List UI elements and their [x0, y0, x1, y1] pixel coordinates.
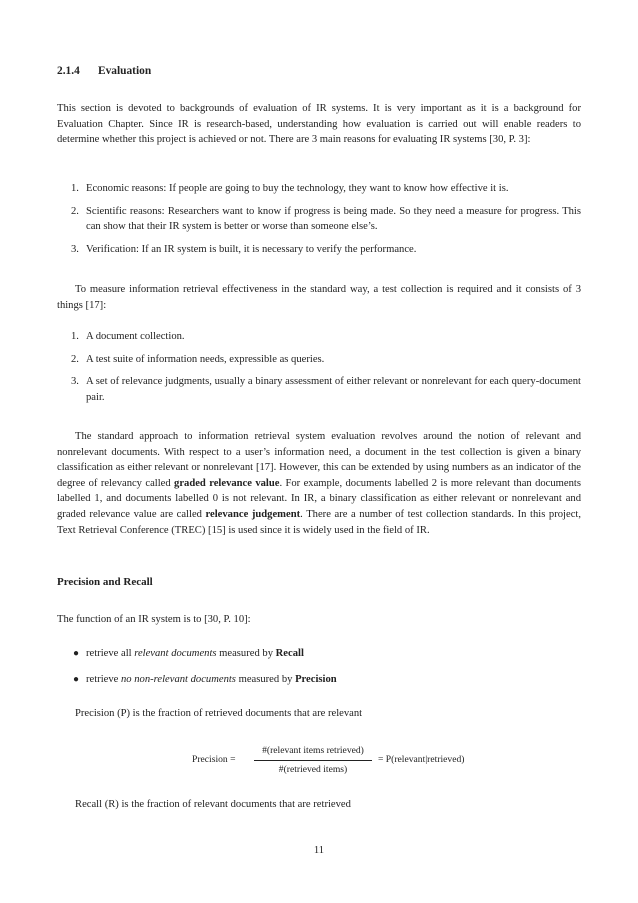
- reasons-list: [57, 181, 581, 264]
- reason-item: 2. Scientific reasons: Researchers want to know if progress is being made. So they need a measure for progress. This can show that their IR system is better or worse than someone else’s.: [71, 205, 581, 233]
- formula-fraction: [254, 743, 372, 777]
- collection-intro-paragraph: To measure information retrieval effectiveness in the standard way, a test collection is required and it consists of 3 things [17]:: [57, 284, 581, 311]
- reason-item: 1. Economic reasons: If people are going to buy the technology, they want to know how effective it is.: [71, 183, 509, 194]
- function-bullets: [57, 646, 581, 697]
- collection-item: 2. A test suite of information needs, expressible as queries.: [71, 353, 325, 365]
- intro-paragraph: This section is devoted to backgrounds of evaluation of IR systems. It is very important as it is a background for Evaluation Chapter. Since IR is research-based, understanding how evaluation is carried out will enable readers to determine whether this project is achieved or not. There are 3 main reasons for evaluating IR systems [30, P. 3]:: [57, 103, 581, 146]
- bullet-icon: ●: [73, 673, 80, 685]
- section-number: 2.1.4: [57, 65, 80, 77]
- collection-item: 1. A document collection.: [71, 331, 185, 342]
- subsection-heading: Precision and Recall: [57, 576, 153, 588]
- precision-formula: [192, 743, 512, 777]
- section-title: Evaluation: [98, 65, 152, 77]
- bullet-icon: ●: [73, 648, 80, 659]
- recall-definition: Recall (R) is the fraction of relevant documents that are retrieved: [75, 799, 351, 810]
- formula-lhs: Precision =: [192, 754, 236, 765]
- page-number: 11: [313, 845, 325, 856]
- graded-relevance-term: graded relevance value: [174, 477, 280, 489]
- precision-definition: Precision (P) is the fraction of retrieved documents that are relevant: [75, 708, 363, 719]
- formula-rhs: = P(relevant|retrieved): [378, 754, 465, 765]
- formula-denominator: #(retrieved items): [278, 763, 348, 775]
- relevance-judgement-term: relevance judgement: [205, 508, 301, 520]
- bullet-item: ● retrieve all relevant documents measured by Recall: [57, 646, 581, 662]
- reason-item: 3. Verification: If an IR system is built, it is necessary to verify the performance.: [71, 243, 417, 255]
- function-paragraph: The function of an IR system is to [30, P. 10]:: [57, 614, 251, 625]
- collection-list: [57, 329, 581, 412]
- standard-approach-paragraph: The standard approach to information retrieval system evaluation revolves around the notion of relevant and nonrelevant documents. With respect to a user’s information need, a document in the test collection is given a binary classification as either relevant or nonrelevant [17]. However, this can be extended by using numbers as an indicator of the degree of relevancy called graded relevance value. For example, documents labelled 2 is more relevant than documents labelled 1, and documents labelled 0 is not relevant. In IR, a binary classification as either relevant or nonrelevant and graded relevance value are called relevance judgement. There are a number of test collection standards. In this project, Text Retrieval Conference (TREC) [15] is used since it is widely used in the field of IR.: [57, 431, 581, 536]
- section-heading: [57, 64, 151, 80]
- collection-item: 3. A set of relevance judgments, usually a binary assessment of either relevant or nonrelevant for each query-document pair.: [71, 376, 581, 403]
- bullet-item: ● retrieve no non-relevant documents measured by Precision: [57, 672, 581, 688]
- formula-numerator: #(relevant items retrieved): [254, 743, 372, 761]
